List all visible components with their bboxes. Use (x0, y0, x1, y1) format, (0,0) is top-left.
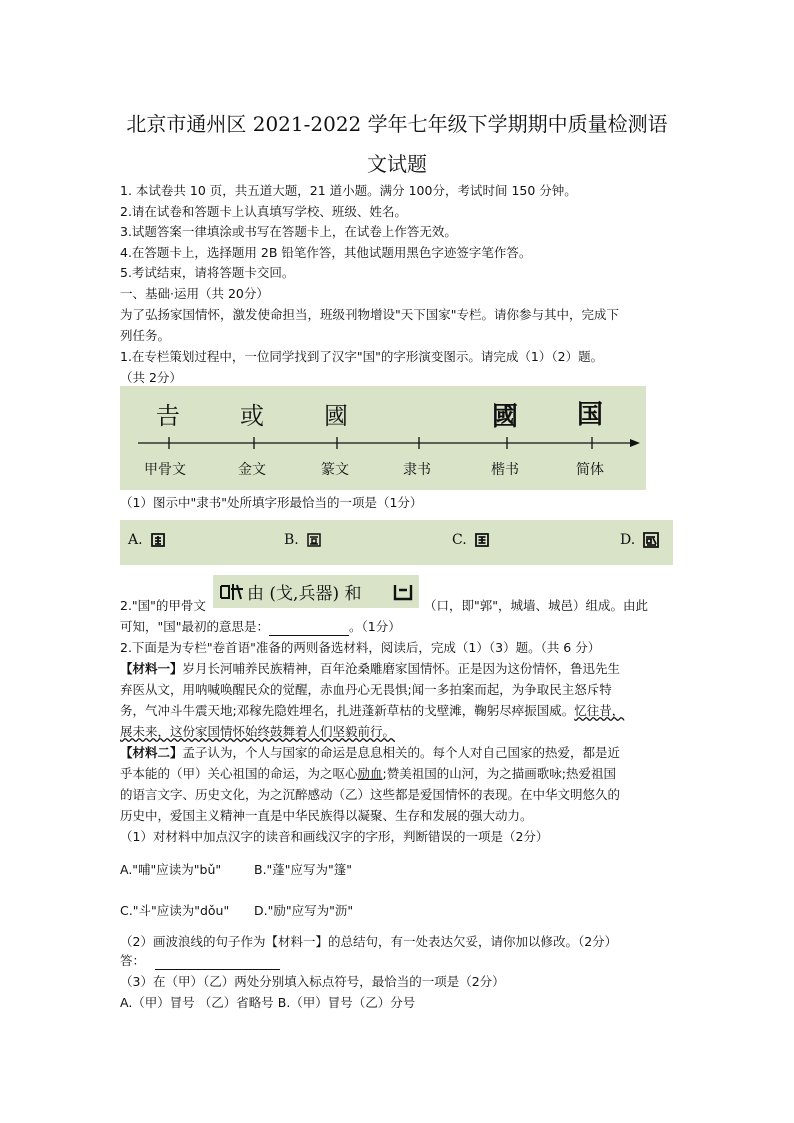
material2-line3: 的语言文字、历史文化，为之沉醉感动（乙）这些都是爱国情怀的表现。在中华文明悠久的 (120, 787, 621, 802)
lishu-options-figure (120, 520, 673, 565)
note-5: 5.考试结束，请将答题卡交回。 (120, 265, 295, 280)
answer-line (120, 953, 280, 970)
glyph-evolution-figure (120, 386, 646, 490)
material2-line4: 历史中，爱国主义精神一直是中华民族得以凝聚、生存和发展的强大动力。 (120, 808, 533, 823)
q1-sub1: （1）图示中"隶书"处所填字形最恰当的一项是（1分） (120, 495, 423, 510)
material1-text3: 务，气冲斗牛震天地;邓稼先隐姓埋名，扎进蓬新草枯的戈壁滩，鞠躬尽瘁振国威。 (120, 703, 575, 718)
glyph-option-a-icon (150, 532, 166, 548)
q2b-sub2: （2）画波浪线的句子作为【材料一】的总结句，有一处表达欠妥，请你加以修改。（2分） (120, 934, 618, 949)
intro-line1: 为了弘扬家国情怀，激发使命担当，班级刊物增设"天下国家"专栏。请你参与其中，完成下 (120, 307, 620, 322)
material2-text2b: ;赞美祖国的山河，为之描画歌咏;热爱祖国 (382, 766, 616, 781)
page-title-line1: 北京市通州区 2021-2022 学年七年级下学期期中质量检测语 (126, 112, 668, 136)
material1-label: 【材料一】 (120, 661, 183, 676)
glyph-jinwen: 或 (240, 402, 264, 430)
q1-line1: 1.在专栏策划过程中，一位同学找到了汉字"国"的字形演变图示。请完成（1）（2）题。 (120, 349, 604, 364)
option-d[interactable] (620, 532, 659, 548)
glyph-zhuanwen: 國 (324, 402, 348, 430)
glyph-option-c-icon (474, 532, 490, 548)
underlined-word: 励血 (357, 766, 383, 781)
q2-line2 (120, 619, 401, 636)
q2b-last-options[interactable]: A.（甲）冒号 （乙）省略号 B.（甲）冒号（乙）分号 (120, 995, 416, 1010)
material1-line2: 弃医从文，用呐喊唤醒民众的觉醒，赤血丹心无畏惧;闻一多拍案而起，为争取民主怒斥特 (120, 682, 612, 697)
choice-d[interactable]: D."励"应写为"沥" (254, 903, 354, 918)
option-d-label: D. (620, 532, 636, 548)
material1-line1 (120, 661, 620, 677)
note-3: 3.试题答案一律填涂或书写在答题卡上，在试卷上作答无效。 (120, 224, 457, 239)
jiaguwen-composition-figure (213, 575, 419, 608)
timeline-label-zhuanwen: 篆文 (321, 462, 349, 478)
intro-line2: 列任务。 (120, 328, 171, 343)
q2-line2-points: 。（1分） (349, 619, 401, 634)
q2b-sub3: （3）在（甲）（乙）两处分别填入标点符号，最恰当的一项是（2分） (120, 974, 505, 989)
wavy-sentence-start: 忆往昔， (574, 703, 625, 718)
jiaguwen-guo-icon (219, 582, 245, 602)
timeline-label-kaishu: 楷书 (491, 462, 519, 478)
timeline-label-jinwen: 金文 (238, 462, 266, 478)
glyph-jiaguwen: 𠮷 (156, 402, 180, 430)
note-1: 1. 本试卷共 10 页，共五道大题，21 道小题。满分 100分，考试时间 150 分钟。 (120, 183, 577, 198)
material2-text1: 孟子认为，个人与国家的命运是息息相关的。每个人对自己国家的热爱，都是近 (182, 745, 621, 760)
composition-text: 由 (戈,兵器) 和 (247, 584, 362, 604)
material2-text2a: 乎本能的（甲）关心祖国的命运，为之呕心 (120, 766, 358, 781)
choice-c[interactable]: C."斗"应读为"dǒu" (120, 903, 230, 918)
glyph-option-b-icon (306, 532, 322, 548)
option-a-label: A. (128, 532, 143, 548)
timeline-label-jiaguwen: 甲骨文 (144, 462, 186, 478)
timeline-label-jianti: 简体 (576, 462, 604, 478)
glyph-kaishu: 國 (492, 402, 519, 432)
section-heading: 一、基础·运用（共 20分） (120, 286, 269, 301)
material1-line4 (120, 724, 395, 740)
timeline-label-lishu: 隶书 (403, 462, 431, 478)
material2-label: 【材料二】 (120, 745, 183, 760)
q2b-line1: 2.下面是为专栏"卷首语"准备的两则备选材料，阅读后，完成（1）（3）题。（共 6 分） (120, 640, 601, 655)
choice-b[interactable]: B."蓬"应写为"篷" (254, 862, 353, 877)
q2-suffix: （口，即"郭"，城墙、城邑）组成。由此 (424, 598, 648, 613)
glyph-jianti: 国 (577, 400, 604, 430)
wavy-sentence-end: 展未来，这份家国情怀始终鼓舞着人们坚毅前行。 (120, 724, 396, 739)
answer-blank[interactable] (269, 619, 349, 636)
option-b-label: B. (284, 532, 299, 548)
option-b[interactable] (284, 532, 322, 548)
note-4: 4.在答题卡上，选择题用 2B 铅笔作答，其他试题用黑色字迹签字笔作答。 (120, 245, 532, 260)
option-c-label: C. (452, 532, 467, 548)
option-a[interactable] (128, 532, 166, 548)
q1-line2: （共 2分） (120, 370, 182, 385)
choice-a[interactable]: A."哺"应读为"bǔ" (120, 862, 222, 877)
page-title-line2: 文试题 (367, 152, 427, 176)
material2-line1 (120, 745, 620, 761)
material1-text1: 岁月长河哺养民族精神，百年沧桑雕磨家国情怀。正是因为这份情怀，鲁迅先生 (182, 661, 621, 676)
material2-line2 (120, 766, 616, 782)
q2b-sub1: （1）对材料中加点汉字的读音和画线汉字的字形，判断错误的一项是（2分） (120, 829, 549, 844)
option-c[interactable] (452, 532, 490, 548)
kou-glyph-icon (393, 583, 413, 601)
answer-label: 答： (120, 953, 146, 968)
glyph-option-d-icon (643, 532, 659, 548)
material1-line3 (120, 703, 624, 719)
q2-prefix: 2."国"的甲骨文 (120, 598, 206, 613)
answer-input[interactable] (155, 953, 280, 970)
note-2: 2.请在试卷和答题卡上认真填写学校、班级、姓名。 (120, 204, 407, 219)
q2-line2-text: 可知，"国"最初的意思是： (120, 619, 269, 634)
